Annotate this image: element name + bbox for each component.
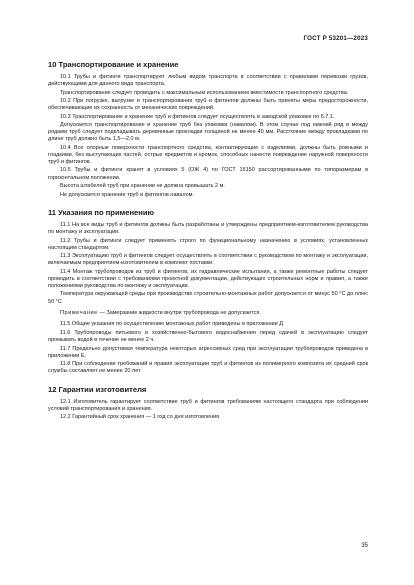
note bbox=[48, 310, 368, 317]
paragraph: 11.8 При соблюдении требований и правил эксплуатации труб и фитингов из полимерного композита их средний срок службы составляет не менее 20 лет bbox=[48, 361, 368, 375]
paragraph: 10.2 При погрузке, выгрузке и транспортировании труб и фитингов должны быть приняты меры предосторожности, обеспечивающие их сохранность от механических повреждений. bbox=[48, 98, 368, 112]
page-content bbox=[48, 60, 368, 423]
paragraph: 11.5 Общие указания по осуществлению монтажных работ приведены в приложении Д bbox=[60, 321, 283, 328]
paragraph: Транспортирование следует проводить с максимальным использованием вместимости транспортного средства. bbox=[60, 89, 349, 96]
paragraph: 10.5 Трубы и фитинги хранят в условиях 5 (ОЖ 4) по ГОСТ 15150 рассортированными по типоразмерам в горизонтальном положении. bbox=[48, 167, 368, 181]
page-number: 35 bbox=[361, 543, 368, 549]
paragraph: 11.6 Трубопроводы питьевого и хозяйственно-бытового водоснабжения перед сдачей в эксплуатацию следует промывать водой в течение не менее 2 ч. bbox=[48, 329, 368, 344]
section-10 bbox=[48, 60, 368, 199]
paragraph: 11.3 Эксплуатацию труб и фитингов следует осуществлять в соответствии с руководством по монтажу и эксплуатации, включаемым предприятием-изготовителем в комплект поставки. bbox=[48, 253, 368, 267]
paragraph: 11.1 На все виды труб и фитингов должны быть разработаны и утверждены предприятием-изготовителем руководства по монтажу и эксплуатации. bbox=[48, 222, 368, 236]
section-title: 12 Гарантии изготовителя bbox=[48, 384, 147, 394]
section-12 bbox=[48, 385, 368, 422]
paragraph: 11.2 Трубы и фитинги следует применять строго по функциональному назначению в условиях, установленных настоящим стандартом. bbox=[48, 237, 368, 251]
section-title: 10 Транспортирование и хранение bbox=[48, 60, 179, 69]
paragraph: 12.2 Гарантийный срок хранения — 1 год со дня изготовления. bbox=[60, 414, 221, 421]
paragraph: Высота штабелей труб при хранении не должна превышать 2 м. bbox=[60, 183, 225, 190]
note-label: Примечание bbox=[60, 310, 98, 316]
section-title: 11 Указания по применению bbox=[48, 208, 155, 218]
note-text: — Замерзание жидкости внутри трубопровода не допускается. bbox=[97, 310, 261, 316]
paragraph: 11.4 Монтаж трубопроводов из труб и фитингов, их гидравлические испытания, а также ремонтные работы следует проводить в соответствии с требованиями проектной документации, действующих строительных норм и правил, а также положениями руководства по монтажу и эксплуатации. bbox=[48, 268, 368, 289]
section-11 bbox=[48, 208, 368, 375]
paragraph: 10.3 Транспортирование и хранение труб и фитингов следует осуществлять в заводской упаковке по 6.7.1. bbox=[60, 113, 335, 120]
paragraph: 11.7 Предельно допустимая температура некоторых агрессивных сред при эксплуатации трубопроводов приведена в приложении Е. bbox=[48, 345, 368, 359]
paragraph: Допускается транспортирование и хранение труб без упаковки (навалом). В этом случае под нижний ряд и между рядами труб следует подкладывать деревянные прокладки толщиной не менее 40 мм. Расстояние между прокладками по длине труб должно быть 1,5—2,0 м. bbox=[48, 122, 368, 143]
paragraph: 10.1 Трубы и фитинги транспортируют любым видом транспорта в соответствии с правилами перевозки грузов, действующими для данного вида транспорта. bbox=[48, 74, 368, 88]
paragraph: 10.4 Все опорные поверхности транспортного средства, контактирующие с изделиями, должны быть ровными и гладкими, без выступающих частей, острых предметов и кромок, способных нанести повреждение наружной поверхности труб и фитингов. bbox=[48, 144, 368, 165]
paragraph: Температура окружающей среды при производстве строительно-монтажных работ допускается от минус 50 °С до плюс 50 °С bbox=[48, 291, 368, 305]
document-id-header: ГОСТ Р 53201—2023 bbox=[303, 35, 368, 42]
paragraph: Не допускается хранение труб и фитингов навалом. bbox=[60, 191, 194, 198]
paragraph: 12.1 Изготовитель гарантирует соответствие труб и фитингов требованиям настоящего стандарта при соблюдении условий транспортирования и хранения. bbox=[48, 398, 368, 412]
